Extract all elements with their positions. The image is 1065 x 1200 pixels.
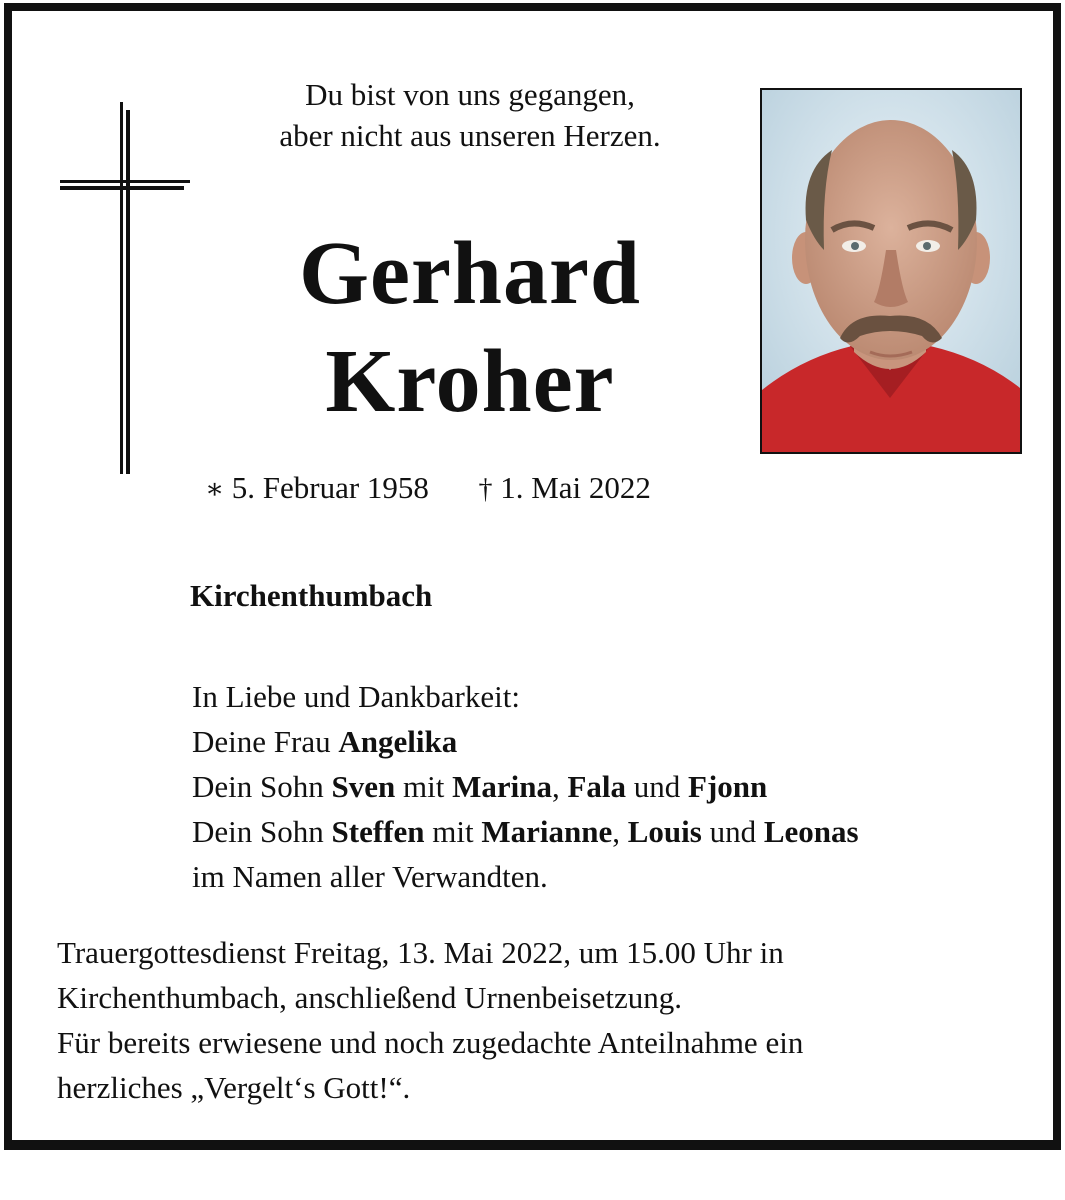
family-member-name: Fala bbox=[567, 769, 627, 804]
life-dates bbox=[205, 468, 651, 510]
relation-text: Dein Sohn bbox=[192, 814, 332, 849]
portrait-photo bbox=[760, 88, 1022, 454]
death-icon: † bbox=[478, 474, 493, 505]
death-date: 1. Mai 2022 bbox=[500, 470, 651, 505]
connector-text: und bbox=[626, 769, 689, 804]
family-member-name: Fjonn bbox=[688, 769, 768, 804]
connector-text: , bbox=[551, 769, 568, 804]
quote-line: aber nicht aus unseren Herzen. bbox=[279, 118, 661, 153]
birth-date: 5. Februar 1958 bbox=[231, 470, 429, 505]
family-member-name: Louis bbox=[627, 814, 702, 849]
family-member-name: Leonas bbox=[763, 814, 859, 849]
family-closing: im Namen aller Verwandten. bbox=[192, 859, 548, 894]
family-intro: In Liebe und Dankbarkeit: bbox=[192, 679, 520, 714]
service-line: Trauergottesdienst Freitag, 13. Mai 2022, um 15.00 Uhr in bbox=[57, 935, 784, 970]
relation-text: Deine Frau bbox=[192, 724, 339, 759]
family-signatures bbox=[192, 674, 859, 899]
birth-icon: ∗ bbox=[205, 474, 225, 505]
family-member-name: Marina bbox=[452, 769, 552, 804]
deceased-name bbox=[170, 220, 770, 436]
family-line-son-1 bbox=[192, 764, 859, 809]
service-announcement bbox=[57, 930, 803, 1110]
family-member-name: Sven bbox=[331, 769, 396, 804]
connector-text: und bbox=[701, 814, 764, 849]
memorial-quote bbox=[170, 74, 770, 156]
service-line: Kirchenthumbach, anschließend Urnenbeisetzung. bbox=[57, 980, 682, 1015]
residence-place: Kirchenthumbach bbox=[190, 578, 433, 613]
service-line: Für bereits erwiesene und noch zugedachte Anteilnahme ein bbox=[57, 1025, 804, 1060]
family-member-name: Steffen bbox=[331, 814, 425, 849]
family-member-name: Angelika bbox=[338, 724, 458, 759]
family-line-son-2 bbox=[192, 809, 859, 854]
connector-text: , bbox=[612, 814, 628, 849]
service-line: herzliches „Vergelt‘s Gott!“. bbox=[57, 1070, 411, 1105]
portrait-illustration bbox=[762, 90, 1020, 452]
last-name: Kroher bbox=[325, 332, 615, 431]
family-line-wife bbox=[192, 719, 859, 764]
quote-line: Du bist von uns gegangen, bbox=[305, 77, 635, 112]
connector-text: mit bbox=[424, 814, 482, 849]
relation-text: Dein Sohn bbox=[192, 769, 332, 804]
first-name: Gerhard bbox=[299, 224, 641, 323]
connector-text: mit bbox=[395, 769, 453, 804]
family-member-name: Marianne bbox=[481, 814, 613, 849]
